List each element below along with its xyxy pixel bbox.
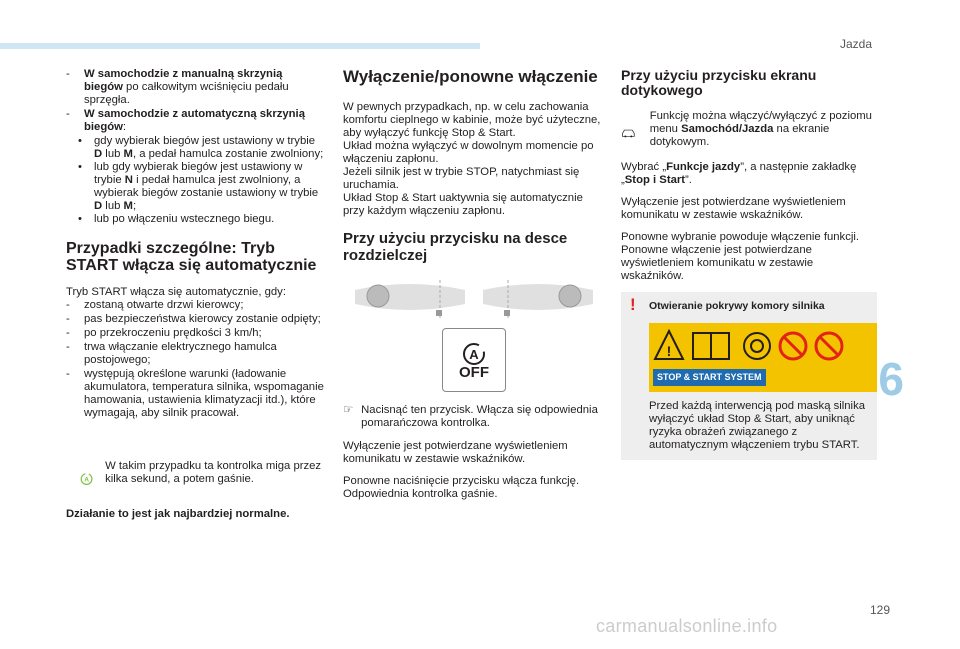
list-item: - pas bezpieczeństwa kierowcy zostanie odpięty; bbox=[66, 313, 324, 326]
svg-text:A: A bbox=[84, 476, 89, 484]
off-label: OFF bbox=[459, 363, 489, 381]
arrow-icon: ☞ bbox=[343, 404, 354, 416]
select-instruction: Wybrać „Funkcje jazdy”, a następnie zakładkę „Stop i Start”. bbox=[621, 161, 857, 186]
warning-title: Otwieranie pokrywy komory silnika bbox=[649, 300, 825, 312]
bullet-item: • lub po włączeniu wstecznego biegu. bbox=[66, 213, 324, 226]
dashboard-rhd-illustration bbox=[478, 278, 598, 320]
bullet-item: • gdy wybierak biegów jest ustawiony w trybie D lub M, a pedał hamulca zostanie zwolniony; bbox=[66, 135, 324, 161]
list-item: - po przekroczeniu prędkości 3 km/h; bbox=[66, 327, 324, 340]
dashboard-lhd-illustration bbox=[350, 278, 470, 320]
list-item: - trwa włączanie elektrycznego hamulca postojowego; bbox=[66, 341, 324, 367]
para: Ponowne naciśnięcie przycisku włącza funkcję. Odpowiednia kontrolka gaśnie. bbox=[343, 475, 580, 500]
manual-gearbox-item: - W samochodzie z manualną skrzynią biegów po całkowitym wciśnięciu pedału sprzęgła. bbox=[66, 68, 324, 107]
steering-wheel-illustrations bbox=[343, 278, 605, 320]
automatic-gearbox-item: - W samochodzie z automatyczną skrzynią biegów: bbox=[66, 108, 324, 134]
note-row bbox=[66, 460, 324, 490]
para: Układ można wyłączyć w dowolnym momencie po włączeniu zapłonu. bbox=[343, 140, 594, 165]
bullet-item: • lub gdy wybierak biegów jest ustawiony w trybie N i pedał hamulca jest zwolniony, a wybierak biegów zostanie ustawiony w trybie D lub M; bbox=[66, 161, 324, 213]
watermark: carmanualsonline.info bbox=[596, 616, 778, 636]
top-accent-bar bbox=[0, 43, 480, 49]
warning-box bbox=[621, 292, 877, 460]
stop-start-a-icon bbox=[459, 342, 489, 366]
stop-start-sticker-label: STOP & START SYSTEM bbox=[653, 369, 766, 386]
chapter-number: 6 bbox=[878, 353, 904, 405]
para: Wyłączenie jest potwierdzane wyświetleniem komunikatu w zestawie wskaźników. bbox=[621, 196, 846, 221]
warning-icon: ! bbox=[630, 295, 636, 314]
sticker-pictograms bbox=[653, 329, 873, 363]
stop-start-warning-light-icon bbox=[80, 468, 93, 490]
start-intro: Tryb START włącza się automatycznie, gdy: bbox=[66, 286, 286, 298]
touchscreen-row bbox=[621, 110, 879, 149]
step-text: Nacisnąć ten przycisk. Włącza się odpowiednia pomarańczowa kontrolka. bbox=[361, 404, 598, 429]
list-item: - zostaną otwarte drzwi kierowcy; bbox=[66, 299, 324, 312]
column-3 bbox=[621, 68, 879, 460]
page-number: 129 bbox=[869, 603, 890, 617]
column-1 bbox=[66, 68, 324, 521]
svg-text:!: ! bbox=[666, 343, 672, 359]
final-note: Działanie to jest jak najbardziej normalne. bbox=[66, 508, 290, 520]
column-2 bbox=[343, 68, 605, 510]
list-item: - występują określone warunki (ładowanie akumulatora, temperatura silnika, wspomaganie hamowania, ustawienia klimatyzacji itd.), które wymagają, aby silnik pracował. bbox=[66, 368, 324, 420]
special-cases-heading: Przypadki szczególne: Tryb START włącza się automatycznie bbox=[66, 240, 317, 274]
para: Wyłączenie jest potwierdzane wyświetleniem komunikatu w zestawie wskaźników. bbox=[343, 440, 568, 465]
section-header: Jazda bbox=[839, 37, 872, 51]
touchscreen-heading: Przy użyciu przycisku ekranu dotykowego bbox=[621, 67, 817, 98]
para: W pewnych przypadkach, np. w celu zachowania komfortu cieplnego w kabinie, może być użyteczne, aby wyłączyć funkcję Stop & Start. bbox=[343, 101, 601, 139]
para: Jeżeli silnik jest w trybie STOP, natychmiast się uruchamia. bbox=[343, 166, 580, 191]
car-icon bbox=[621, 122, 636, 144]
svg-text:A: A bbox=[469, 346, 479, 362]
dashboard-button-heading: Przy użyciu przycisku na desce rozdzielczej bbox=[343, 230, 568, 264]
para: Ponowne wybranie powoduje włączenie funkcji. Ponowne włączenie jest potwierdzane wyświetleniem komunikatu w zestawie wskaźników. bbox=[621, 231, 860, 282]
para: Układ Stop & Start uaktywnia się automatycznie przy każdym włączeniu zapłonu. bbox=[343, 192, 583, 217]
stop-start-off-button[interactable] bbox=[442, 328, 506, 392]
warning-sticker bbox=[649, 323, 877, 392]
deactivation-heading: Wyłączenie/ponowne włączenie bbox=[343, 67, 598, 86]
step-row bbox=[343, 404, 605, 430]
warning-text: Przed każdą interwencją pod maską silnika wyłączyć układ Stop & Start, aby uniknąć ryzyka obrażeń związanego z automatycznym włączeniem trybu START. bbox=[649, 400, 866, 451]
touchscreen-text: Funkcję można włączyć/wyłączyć z poziomu menu Samochód/Jazda na ekranie dotykowym. bbox=[649, 110, 872, 148]
note-text: W takim przypadku ta kontrolka miga przez kilka sekund, a potem gaśnie. bbox=[105, 460, 322, 485]
